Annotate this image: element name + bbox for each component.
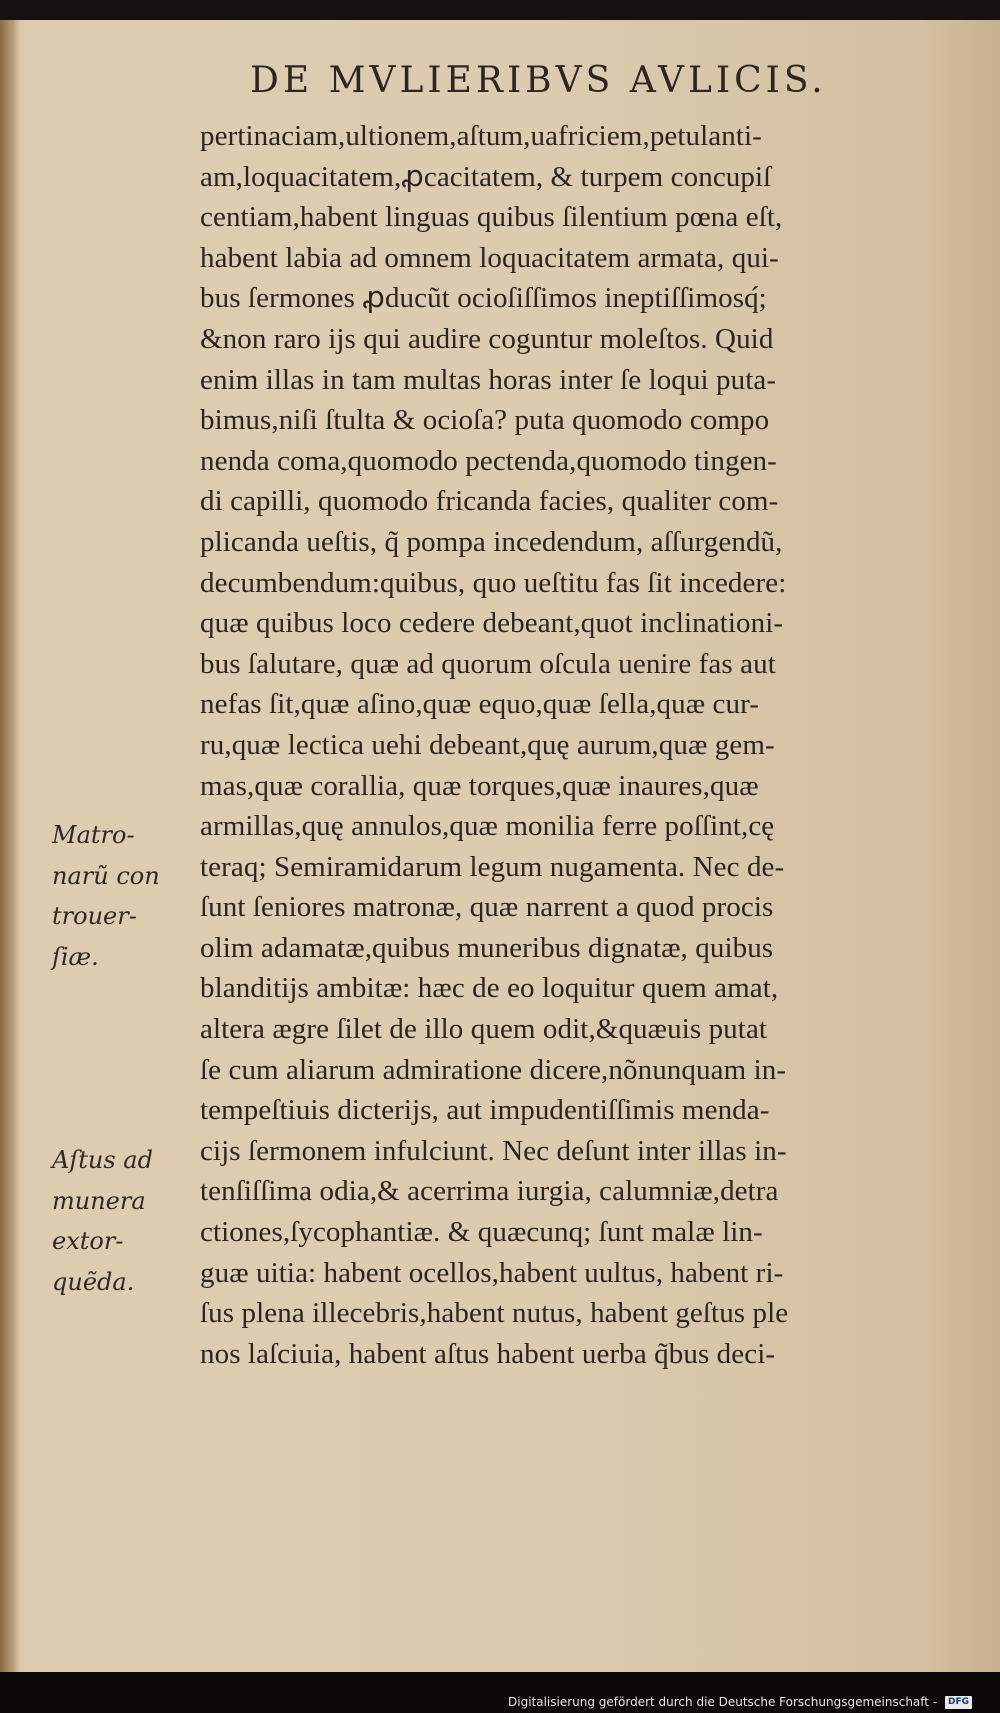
text-line: decumbendum:quibus, quo ueſtitu fas ſit incedere: <box>200 566 787 599</box>
marginal-note-controversy <box>52 815 160 977</box>
dfg-logo: DFG <box>945 1696 972 1709</box>
text-line: di capilli, quomodo fricanda facies, qualiter com- <box>200 485 779 518</box>
running-head: DE MVLIERIBVS AVLICIS. <box>250 60 827 101</box>
text-line: pertinaciam,ultionem,aſtum,uafriciem,petulanti- <box>200 120 762 152</box>
book-page <box>0 20 1000 1672</box>
text-line: cijs ſermonem infulciunt. Nec deſunt inter illas in- <box>200 1134 787 1167</box>
text-line: ſus plena illecebris,habent nutus, habent geſtus ple <box>200 1297 789 1330</box>
text-line: tempeſtiuis dicterijs, aut impudentiſſimis menda- <box>200 1094 770 1127</box>
text-line: teraq; Semiramidarum legum nugamenta. Nec de- <box>200 850 785 883</box>
text-line: nos laſciuia, habent aſtus habent uerba q̃bus deci- <box>200 1337 776 1370</box>
marginal-line: ſiæ. <box>52 942 99 971</box>
marginal-line: munera <box>52 1186 146 1215</box>
text-line: am,loquacitatem,ꝓcacitatem, & turpem concupiſ <box>200 160 772 193</box>
body-text <box>200 116 970 1374</box>
marginal-line: Matro- <box>52 821 135 849</box>
text-line: ſe cum aliarum admiratione dicere,nõnunquam in- <box>200 1053 787 1086</box>
marginal-line: trouer- <box>52 902 137 931</box>
marginal-note-cunning <box>52 1140 153 1302</box>
text-line: ru,quæ lectica uehi debeant,quę aurum,quæ gem- <box>200 728 775 761</box>
text-line: armillas,quę annulos,quæ monilia ferre poſſint,cę <box>200 810 775 843</box>
text-line: bus ſalutare, quæ ad quorum oſcula uenire fas aut <box>200 647 776 680</box>
marginal-line: extor- <box>52 1227 124 1256</box>
marginal-line: Aſtus ad <box>52 1146 153 1174</box>
text-line: guæ uitia: habent ocellos,habent uultus, habent ri- <box>200 1256 784 1289</box>
text-line: bus ſermones ꝓducũt ocioſiſſimos ineptiſſimosq́; <box>200 282 767 315</box>
text-line: tenſiſſima odia,& acerrima iurgia, calumniæ,detra <box>200 1175 779 1208</box>
marginal-line: narũ con <box>52 861 160 890</box>
text-line: olim adamatæ,quibus muneribus dignatæ, quibus <box>200 931 774 964</box>
text-line: ctiones,ſycophantiæ. & quæcunq; ſunt malæ lin- <box>200 1216 763 1249</box>
text-line: nenda coma,quomodo pectenda,quomodo tingen- <box>200 444 777 477</box>
text-line: altera ægre ſilet de illo quem odit,&quæuis putat <box>200 1013 768 1046</box>
text-line: habent labia ad omnem loquacitatem armata, qui- <box>200 241 779 274</box>
text-line: enim illas in tam multas horas inter ſe loqui puta- <box>200 363 777 396</box>
footer-bar <box>0 1672 1000 1713</box>
text-line: ſunt ſeniores matronæ, quæ narrent a quod procis <box>200 891 774 924</box>
text-line: blanditijs ambitæ: hæc de eo loquitur quem amat, <box>200 972 779 1005</box>
text-line: centiam,habent linguas quibus ſilentium pœna eſt, <box>200 201 783 234</box>
text-line: nefas ſit,quæ aſino,quæ equo,quæ ſella,quæ cur- <box>200 688 760 721</box>
marginal-line: quẽda. <box>52 1267 135 1296</box>
text-line: bimus,niſi ſtulta & ocioſa? puta quomodo compo <box>200 404 770 437</box>
funding-credit-text: Digitalisierung gefördert durch die Deutsche Forschungsgemeinschaft - <box>508 1695 938 1709</box>
text-line: quæ quibus loco cedere debeant,quot inclinationi- <box>200 607 784 640</box>
text-line: plicanda ueſtis, q̃ pompa incedendum, aſſurgendũ, <box>200 525 783 558</box>
text-line: &non raro ijs qui audire coguntur moleſtos. Quid <box>200 322 774 355</box>
funding-credit <box>508 1695 972 1709</box>
text-line: mas,quæ corallia, quæ torques,quæ inaures,quæ <box>200 769 759 802</box>
